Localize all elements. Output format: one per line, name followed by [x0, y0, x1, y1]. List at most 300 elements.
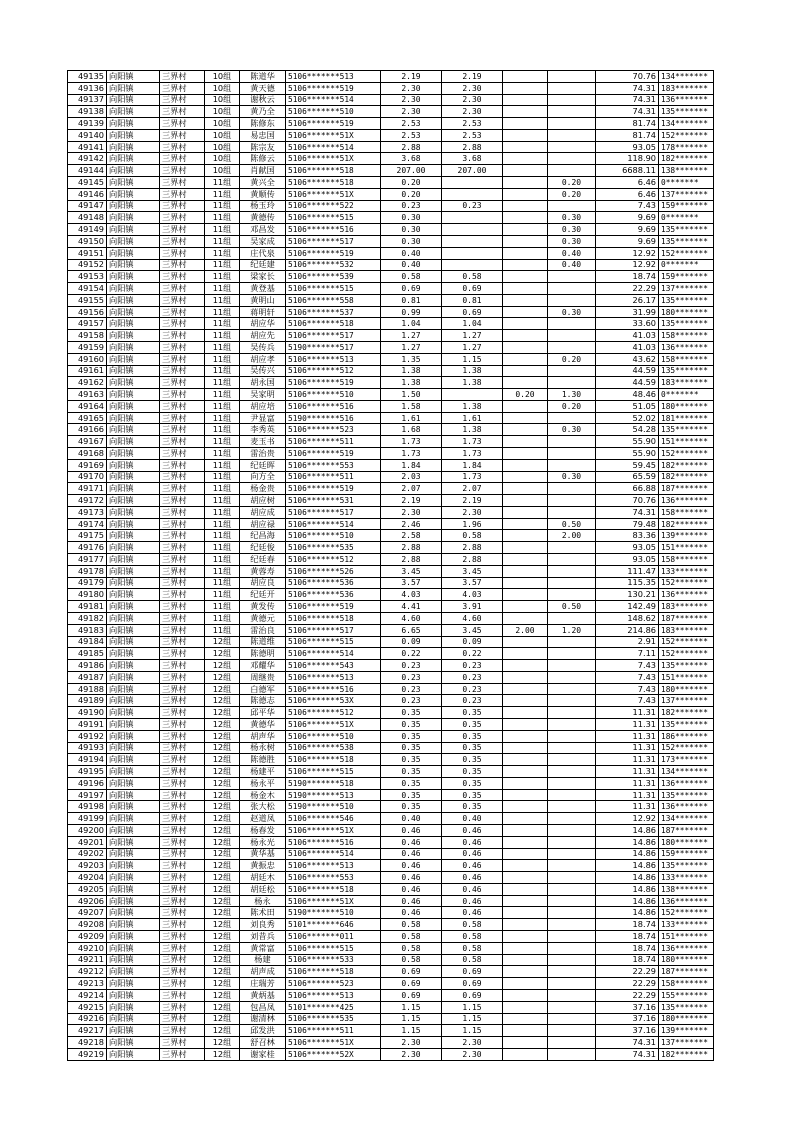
table-row: [68, 212, 714, 224]
area-b-cell: [503, 589, 548, 601]
id-number-cell: 5106*******516: [286, 836, 381, 848]
table-row: [68, 1037, 714, 1049]
id-number-cell: 5106*******522: [286, 200, 381, 212]
group-cell: 11组: [205, 247, 240, 259]
person-name-cell: 胡应成: [240, 506, 286, 518]
area-a-cell: 0.69: [442, 283, 503, 295]
area-a-cell: 2.30: [442, 82, 503, 94]
phone-cell: 137*******: [659, 283, 714, 295]
person-name-cell: 纪廷建: [240, 259, 286, 271]
village-cell: 三界村: [160, 471, 205, 483]
person-name-cell: 胡应禄: [240, 518, 286, 530]
amount-cell: 22.29: [596, 283, 659, 295]
area-b-cell: [503, 813, 548, 825]
town-cell: 向阳镇: [107, 671, 160, 683]
person-name-cell: 吴家明: [240, 389, 286, 401]
person-name-cell: 包昌凤: [240, 1001, 286, 1013]
amount-cell: 14.86: [596, 883, 659, 895]
table-row: [68, 966, 714, 978]
area-c-cell: [548, 931, 596, 943]
row-index-cell: 49138: [68, 106, 107, 118]
village-cell: 三界村: [160, 259, 205, 271]
amount-cell: 22.29: [596, 978, 659, 990]
area-a-cell: 1.04: [442, 318, 503, 330]
amount-cell: 11.31: [596, 801, 659, 813]
area-a-cell: [442, 212, 503, 224]
area-a-cell: 1.73: [442, 436, 503, 448]
person-name-cell: 杨金木: [240, 789, 286, 801]
area-b-cell: [503, 412, 548, 424]
table-row: [68, 648, 714, 660]
village-cell: 三界村: [160, 518, 205, 530]
area-total-cell: 3.57: [381, 577, 442, 589]
town-cell: 向阳镇: [107, 365, 160, 377]
id-number-cell: 5190*******510: [286, 907, 381, 919]
table-row: [68, 518, 714, 530]
town-cell: 向阳镇: [107, 177, 160, 189]
area-b-cell: [503, 224, 548, 236]
amount-cell: 6688.11: [596, 165, 659, 177]
row-index-cell: 49218: [68, 1037, 107, 1049]
area-b-cell: [503, 872, 548, 884]
group-cell: 12组: [205, 1001, 240, 1013]
village-cell: 三界村: [160, 695, 205, 707]
village-cell: 三界村: [160, 177, 205, 189]
town-cell: 向阳镇: [107, 412, 160, 424]
group-cell: 11组: [205, 212, 240, 224]
village-cell: 三界村: [160, 978, 205, 990]
row-index-cell: 49159: [68, 341, 107, 353]
amount-cell: 11.31: [596, 766, 659, 778]
town-cell: 向阳镇: [107, 165, 160, 177]
group-cell: 12组: [205, 730, 240, 742]
area-b-cell: [503, 919, 548, 931]
person-name-cell: 胡应孝: [240, 353, 286, 365]
person-name-cell: 黄德元: [240, 612, 286, 624]
person-name-cell: 胡应先: [240, 330, 286, 342]
area-b-cell: [503, 306, 548, 318]
area-a-cell: 1.96: [442, 518, 503, 530]
group-cell: 11组: [205, 306, 240, 318]
table-row: [68, 789, 714, 801]
area-total-cell: 1.35: [381, 353, 442, 365]
area-b-cell: [503, 106, 548, 118]
phone-cell: 135*******: [659, 365, 714, 377]
table-row: [68, 671, 714, 683]
area-total-cell: 0.81: [381, 294, 442, 306]
area-b-cell: [503, 989, 548, 1001]
area-total-cell: 1.38: [381, 365, 442, 377]
area-c-cell: [548, 707, 596, 719]
area-b-cell: [503, 966, 548, 978]
phone-cell: 137*******: [659, 1037, 714, 1049]
area-a-cell: 0.35: [442, 718, 503, 730]
area-c-cell: [548, 377, 596, 389]
village-cell: 三界村: [160, 530, 205, 542]
area-b-cell: [503, 895, 548, 907]
phone-cell: 159*******: [659, 200, 714, 212]
area-c-cell: [548, 412, 596, 424]
area-total-cell: 4.03: [381, 589, 442, 601]
area-c-cell: [548, 506, 596, 518]
area-a-cell: 0.46: [442, 848, 503, 860]
area-total-cell: 1.50: [381, 389, 442, 401]
group-cell: 11组: [205, 471, 240, 483]
group-cell: 10组: [205, 153, 240, 165]
row-index-cell: 49219: [68, 1048, 107, 1060]
area-a-cell: 1.73: [442, 448, 503, 460]
area-c-cell: [548, 989, 596, 1001]
row-index-cell: 49196: [68, 777, 107, 789]
id-number-cell: 5106*******510: [286, 730, 381, 742]
table-row: [68, 766, 714, 778]
id-number-cell: 5106*******535: [286, 1013, 381, 1025]
area-b-cell: [503, 318, 548, 330]
id-number-cell: 5106*******553: [286, 872, 381, 884]
person-name-cell: 梁家长: [240, 271, 286, 283]
area-total-cell: 0.30: [381, 212, 442, 224]
row-index-cell: 49212: [68, 966, 107, 978]
id-number-cell: 5106*******526: [286, 565, 381, 577]
person-name-cell: 向方全: [240, 471, 286, 483]
village-cell: 三界村: [160, 718, 205, 730]
id-number-cell: 5106*******51X: [286, 825, 381, 837]
village-cell: 三界村: [160, 954, 205, 966]
table-row: [68, 224, 714, 236]
phone-cell: 173*******: [659, 754, 714, 766]
amount-cell: 37.16: [596, 1001, 659, 1013]
town-cell: 向阳镇: [107, 400, 160, 412]
area-c-cell: [548, 283, 596, 295]
row-index-cell: 49171: [68, 483, 107, 495]
amount-cell: 9.69: [596, 224, 659, 236]
village-cell: 三界村: [160, 777, 205, 789]
area-total-cell: 4.41: [381, 601, 442, 613]
phone-cell: 139*******: [659, 1025, 714, 1037]
amount-cell: 148.62: [596, 612, 659, 624]
amount-cell: 81.74: [596, 129, 659, 141]
group-cell: 12组: [205, 648, 240, 660]
id-number-cell: 5106*******52X: [286, 1048, 381, 1060]
area-total-cell: 2.30: [381, 1037, 442, 1049]
amount-cell: 43.62: [596, 353, 659, 365]
phone-cell: 135*******: [659, 424, 714, 436]
id-number-cell: 5106*******535: [286, 542, 381, 554]
area-b-cell: [503, 978, 548, 990]
area-b-cell: [503, 259, 548, 271]
phone-cell: 180*******: [659, 306, 714, 318]
area-b-cell: [503, 931, 548, 943]
table-row: [68, 436, 714, 448]
table-row: [68, 813, 714, 825]
amount-cell: 37.16: [596, 1013, 659, 1025]
area-total-cell: 2.19: [381, 495, 442, 507]
row-index-cell: 49135: [68, 71, 107, 83]
table-row: [68, 530, 714, 542]
area-a-cell: 0.46: [442, 872, 503, 884]
group-cell: 11组: [205, 200, 240, 212]
group-cell: 12组: [205, 942, 240, 954]
group-cell: 12组: [205, 860, 240, 872]
area-c-cell: [548, 836, 596, 848]
area-c-cell: 0.30: [548, 424, 596, 436]
area-total-cell: 2.07: [381, 483, 442, 495]
table-row: [68, 1025, 714, 1037]
group-cell: 11组: [205, 318, 240, 330]
area-total-cell: 0.35: [381, 777, 442, 789]
amount-cell: 12.92: [596, 259, 659, 271]
town-cell: 向阳镇: [107, 1048, 160, 1060]
phone-cell: 183*******: [659, 624, 714, 636]
village-cell: 三界村: [160, 271, 205, 283]
group-cell: 11组: [205, 365, 240, 377]
id-number-cell: 5106*******011: [286, 931, 381, 943]
phone-cell: 135*******: [659, 224, 714, 236]
town-cell: 向阳镇: [107, 471, 160, 483]
area-b-cell: [503, 141, 548, 153]
phone-cell: 158*******: [659, 330, 714, 342]
village-cell: 三界村: [160, 577, 205, 589]
amount-cell: 12.92: [596, 247, 659, 259]
town-cell: 向阳镇: [107, 1037, 160, 1049]
id-number-cell: 5106*******532: [286, 259, 381, 271]
area-a-cell: 3.68: [442, 153, 503, 165]
area-total-cell: 0.69: [381, 966, 442, 978]
phone-cell: 136*******: [659, 94, 714, 106]
table-row: [68, 341, 714, 353]
person-name-cell: 刘良秀: [240, 919, 286, 931]
amount-cell: 48.46: [596, 389, 659, 401]
amount-cell: 79.48: [596, 518, 659, 530]
area-c-cell: [548, 341, 596, 353]
id-number-cell: 5106*******51X: [286, 188, 381, 200]
village-cell: 三界村: [160, 1001, 205, 1013]
row-index-cell: 49189: [68, 695, 107, 707]
amount-cell: 37.16: [596, 1025, 659, 1037]
id-number-cell: 5106*******519: [286, 247, 381, 259]
row-index-cell: 49203: [68, 860, 107, 872]
area-b-cell: [503, 612, 548, 624]
id-number-cell: 5106*******517: [286, 506, 381, 518]
area-c-cell: 0.20: [548, 188, 596, 200]
phone-cell: 158*******: [659, 978, 714, 990]
table-row: [68, 860, 714, 872]
area-total-cell: 1.73: [381, 436, 442, 448]
area-c-cell: 1.20: [548, 624, 596, 636]
person-name-cell: 麦玉书: [240, 436, 286, 448]
row-index-cell: 49175: [68, 530, 107, 542]
table-row: [68, 1013, 714, 1025]
area-a-cell: [442, 389, 503, 401]
person-name-cell: 黄兴全: [240, 177, 286, 189]
area-c-cell: [548, 294, 596, 306]
area-total-cell: 2.30: [381, 1048, 442, 1060]
group-cell: 12组: [205, 660, 240, 672]
group-cell: 10组: [205, 165, 240, 177]
phone-cell: 178*******: [659, 141, 714, 153]
area-a-cell: 1.15: [442, 353, 503, 365]
area-a-cell: 2.30: [442, 106, 503, 118]
town-cell: 向阳镇: [107, 954, 160, 966]
id-number-cell: 5106*******513: [286, 989, 381, 1001]
area-total-cell: 0.35: [381, 707, 442, 719]
table-row: [68, 153, 714, 165]
row-index-cell: 49187: [68, 671, 107, 683]
group-cell: 12组: [205, 707, 240, 719]
village-cell: 三界村: [160, 671, 205, 683]
area-b-cell: [503, 459, 548, 471]
area-b-cell: [503, 235, 548, 247]
person-name-cell: 胡廷木: [240, 872, 286, 884]
area-c-cell: [548, 483, 596, 495]
id-number-cell: 5106*******518: [286, 883, 381, 895]
person-name-cell: 胡廷松: [240, 883, 286, 895]
row-index-cell: 49146: [68, 188, 107, 200]
person-name-cell: 杨永光: [240, 836, 286, 848]
area-total-cell: 0.40: [381, 813, 442, 825]
village-cell: 三界村: [160, 766, 205, 778]
row-index-cell: 49208: [68, 919, 107, 931]
area-c-cell: [548, 671, 596, 683]
area-b-cell: [503, 188, 548, 200]
group-cell: 12组: [205, 872, 240, 884]
phone-cell: 180*******: [659, 400, 714, 412]
phone-cell: 138*******: [659, 165, 714, 177]
area-c-cell: [548, 907, 596, 919]
phone-cell: 159*******: [659, 271, 714, 283]
person-name-cell: 蒋明轩: [240, 306, 286, 318]
group-cell: 11组: [205, 577, 240, 589]
table-row: [68, 707, 714, 719]
person-name-cell: 舒召林: [240, 1037, 286, 1049]
area-c-cell: [548, 954, 596, 966]
town-cell: 向阳镇: [107, 777, 160, 789]
area-b-cell: [503, 883, 548, 895]
row-index-cell: 49209: [68, 931, 107, 943]
town-cell: 向阳镇: [107, 530, 160, 542]
row-index-cell: 49137: [68, 94, 107, 106]
area-total-cell: 2.19: [381, 71, 442, 83]
amount-cell: 11.31: [596, 777, 659, 789]
table-row: [68, 1001, 714, 1013]
area-total-cell: 2.53: [381, 118, 442, 130]
id-number-cell: 5106*******53X: [286, 695, 381, 707]
area-b-cell: [503, 165, 548, 177]
id-number-cell: 5106*******51X: [286, 129, 381, 141]
amount-cell: 18.74: [596, 931, 659, 943]
area-a-cell: 3.91: [442, 601, 503, 613]
area-b-cell: [503, 542, 548, 554]
row-index-cell: 49150: [68, 235, 107, 247]
village-cell: 三界村: [160, 389, 205, 401]
person-name-cell: 陈道华: [240, 71, 286, 83]
area-a-cell: 0.35: [442, 730, 503, 742]
town-cell: 向阳镇: [107, 235, 160, 247]
amount-cell: 41.03: [596, 330, 659, 342]
area-c-cell: [548, 695, 596, 707]
area-a-cell: 207.00: [442, 165, 503, 177]
id-number-cell: 5106*******536: [286, 589, 381, 601]
id-number-cell: 5101*******425: [286, 1001, 381, 1013]
area-total-cell: 0.46: [381, 872, 442, 884]
row-index-cell: 49186: [68, 660, 107, 672]
group-cell: 12组: [205, 789, 240, 801]
phone-cell: 159*******: [659, 848, 714, 860]
amount-cell: 74.31: [596, 94, 659, 106]
town-cell: 向阳镇: [107, 259, 160, 271]
id-number-cell: 5106*******533: [286, 954, 381, 966]
town-cell: 向阳镇: [107, 118, 160, 130]
area-total-cell: 0.22: [381, 648, 442, 660]
village-cell: 三界村: [160, 247, 205, 259]
town-cell: 向阳镇: [107, 813, 160, 825]
area-a-cell: 2.88: [442, 542, 503, 554]
group-cell: 12组: [205, 954, 240, 966]
row-index-cell: 49151: [68, 247, 107, 259]
area-b-cell: [503, 636, 548, 648]
row-index-cell: 49147: [68, 200, 107, 212]
area-c-cell: [548, 966, 596, 978]
area-total-cell: 1.27: [381, 330, 442, 342]
area-a-cell: [442, 259, 503, 271]
id-number-cell: 5190*******518: [286, 777, 381, 789]
village-cell: 三界村: [160, 730, 205, 742]
id-number-cell: 5106*******515: [286, 212, 381, 224]
person-name-cell: 黄德华: [240, 718, 286, 730]
data-table: [67, 70, 714, 1061]
amount-cell: 44.59: [596, 377, 659, 389]
row-index-cell: 49213: [68, 978, 107, 990]
village-cell: 三界村: [160, 448, 205, 460]
group-cell: 12组: [205, 695, 240, 707]
id-number-cell: 5106*******519: [286, 601, 381, 613]
town-cell: 向阳镇: [107, 883, 160, 895]
area-total-cell: 0.23: [381, 683, 442, 695]
area-b-cell: [503, 365, 548, 377]
row-index-cell: 49163: [68, 389, 107, 401]
area-a-cell: 2.88: [442, 554, 503, 566]
village-cell: 三界村: [160, 94, 205, 106]
area-c-cell: 0.40: [548, 259, 596, 271]
person-name-cell: 杨永平: [240, 777, 286, 789]
table-row: [68, 129, 714, 141]
group-cell: 10组: [205, 118, 240, 130]
amount-cell: 26.17: [596, 294, 659, 306]
group-cell: 10组: [205, 82, 240, 94]
person-name-cell: 谢清林: [240, 1013, 286, 1025]
amount-cell: 214.86: [596, 624, 659, 636]
person-name-cell: 纪廷晖: [240, 459, 286, 471]
row-index-cell: 49157: [68, 318, 107, 330]
table-row: [68, 883, 714, 895]
table-row: [68, 377, 714, 389]
town-cell: 向阳镇: [107, 1025, 160, 1037]
village-cell: 三界村: [160, 129, 205, 141]
area-a-cell: 0.09: [442, 636, 503, 648]
table-row: [68, 389, 714, 401]
id-number-cell: 5106*******511: [286, 471, 381, 483]
amount-cell: 9.69: [596, 212, 659, 224]
group-cell: 11组: [205, 412, 240, 424]
amount-cell: 115.35: [596, 577, 659, 589]
area-b-cell: [503, 601, 548, 613]
group-cell: 11组: [205, 259, 240, 271]
table-row: [68, 978, 714, 990]
area-a-cell: 1.15: [442, 1001, 503, 1013]
amount-cell: 6.46: [596, 177, 659, 189]
area-b-cell: [503, 118, 548, 130]
village-cell: 三界村: [160, 966, 205, 978]
